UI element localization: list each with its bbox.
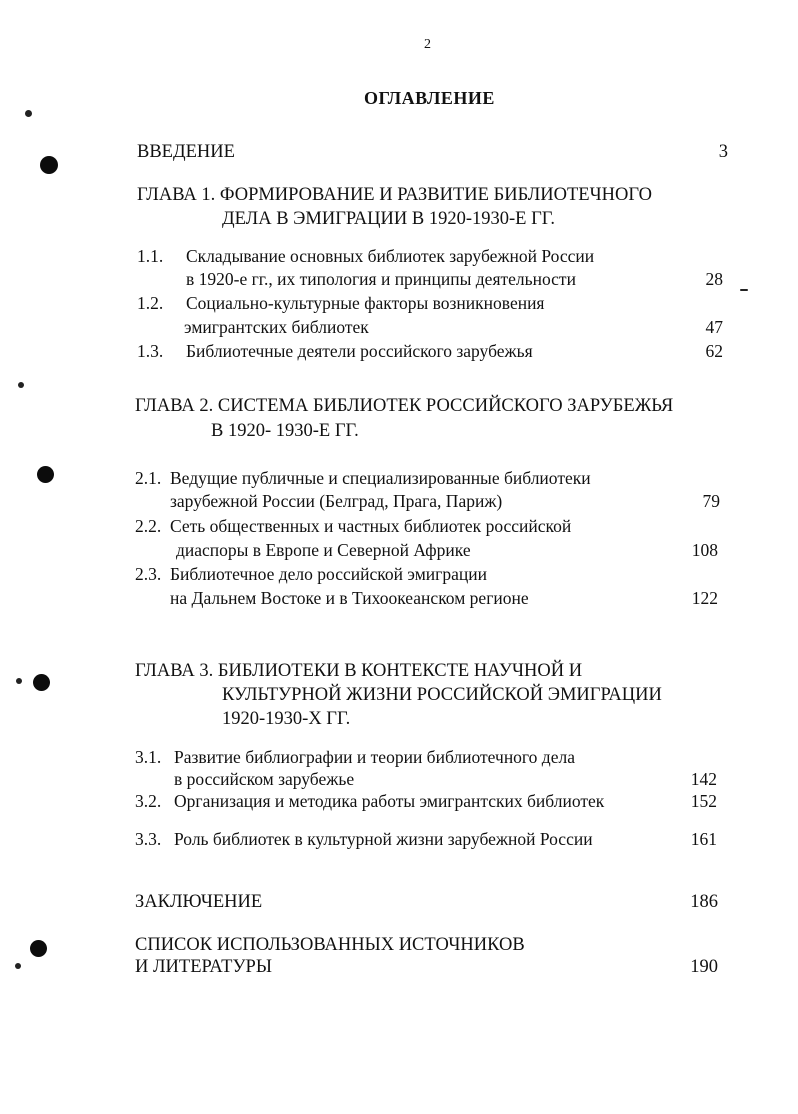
- section-title-line1: Социально-культурные факторы возникновения: [186, 293, 545, 313]
- section-number: 3.1.: [135, 747, 162, 767]
- section-title-line2: в российском зарубежье: [174, 769, 355, 789]
- toc-intro-label: ВВЕДЕНИЕ: [137, 142, 235, 162]
- section-page: 142: [690, 769, 717, 789]
- section-page: 152: [690, 791, 717, 811]
- section-number: 1.3.: [137, 341, 164, 361]
- section-number: 3.3.: [135, 829, 162, 849]
- toc-conclusion-label: ЗАКЛЮЧЕНИЕ: [135, 892, 263, 912]
- section-page: 122: [691, 588, 718, 608]
- chapter1-heading-line2: ДЕЛА В ЭМИГРАЦИИ В 1920-1930-Е ГГ.: [222, 209, 556, 229]
- chapter3-heading-line3: 1920-1930-Х ГГ.: [222, 709, 351, 729]
- binder-hole-icon: [33, 674, 50, 691]
- section-number: 2.3.: [135, 564, 162, 584]
- section-title-line1: Ведущие публичные и специализированные библиотеки: [170, 468, 591, 488]
- binder-hole-icon: [40, 156, 58, 174]
- section-page: 79: [702, 491, 720, 511]
- section-title-line2: эмигрантских библиотек: [184, 317, 369, 337]
- section-title-line1: Складывание основных библиотек зарубежной России: [186, 246, 595, 266]
- toc-sources-line2: И ЛИТЕРАТУРЫ: [135, 957, 272, 977]
- section-page: 47: [705, 317, 723, 337]
- section-number: 2.1.: [135, 468, 162, 488]
- section-page: 108: [691, 540, 718, 560]
- section-number: 2.2.: [135, 516, 162, 536]
- binder-hole-icon: [30, 940, 47, 957]
- section-title-line1: Развитие библиографии и теории библиотечного дела: [174, 747, 575, 767]
- section-title-line2: зарубежной России (Белград, Прага, Париж): [170, 491, 503, 511]
- section-page: 161: [690, 829, 717, 849]
- chapter3-heading-line1: ГЛАВА 3. БИБЛИОТЕКИ В КОНТЕКСТЕ НАУЧНОЙ И: [135, 661, 583, 681]
- page-number: 2: [424, 37, 431, 52]
- binder-hole-icon: [37, 466, 54, 483]
- section-page: 62: [705, 341, 723, 361]
- chapter1-heading-line1: ГЛАВА 1. ФОРМИРОВАНИЕ И РАЗВИТИЕ БИБЛИОТЕЧНОГО: [137, 185, 652, 205]
- section-number: 1.1.: [137, 246, 164, 266]
- section-number: 3.2.: [135, 791, 162, 811]
- section-title-line1: Сеть общественных и частных библиотек российской: [170, 516, 572, 536]
- scan-speck-icon: [18, 382, 24, 388]
- toc-sources-line1: СПИСОК ИСПОЛЬЗОВАННЫХ ИСТОЧНИКОВ: [135, 935, 525, 955]
- section-title-line2: на Дальнем Востоке и в Тихоокеанском регионе: [170, 588, 529, 608]
- section-title-line1: Библиотечные деятели российского зарубежья: [186, 341, 533, 361]
- toc-intro-page: 3: [718, 142, 728, 162]
- scan-speck-icon: [25, 110, 32, 117]
- toc-sources-page: 190: [690, 957, 718, 977]
- chapter3-heading-line2: КУЛЬТУРНОЙ ЖИЗНИ РОССИЙСКОЙ ЭМИГРАЦИИ: [222, 685, 662, 705]
- toc-conclusion-page: 186: [690, 892, 718, 912]
- section-title-line2: в 1920-е гг., их типология и принципы деятельности: [186, 269, 576, 289]
- chapter2-heading-line2: В 1920- 1930-Е ГГ.: [211, 421, 359, 441]
- section-title-line1: Библиотечное дело российской эмиграции: [170, 564, 487, 584]
- chapter2-heading-line1: ГЛАВА 2. СИСТЕМА БИБЛИОТЕК РОССИЙСКОГО ЗАРУБЕЖЬЯ: [135, 396, 674, 416]
- section-title-line1: Организация и методика работы эмигрантских библиотек: [174, 791, 605, 811]
- scan-speck-icon: [740, 289, 748, 291]
- section-title-line1: Роль библиотек в культурной жизни зарубежной России: [174, 829, 593, 849]
- page-title: ОГЛАВЛЕНИЕ: [364, 88, 495, 108]
- scan-speck-icon: [16, 678, 22, 684]
- section-title-line2: диаспоры в Европе и Северной Африке: [176, 540, 471, 560]
- scan-speck-icon: [15, 963, 21, 969]
- section-page: 28: [705, 269, 723, 289]
- section-number: 1.2.: [137, 293, 164, 313]
